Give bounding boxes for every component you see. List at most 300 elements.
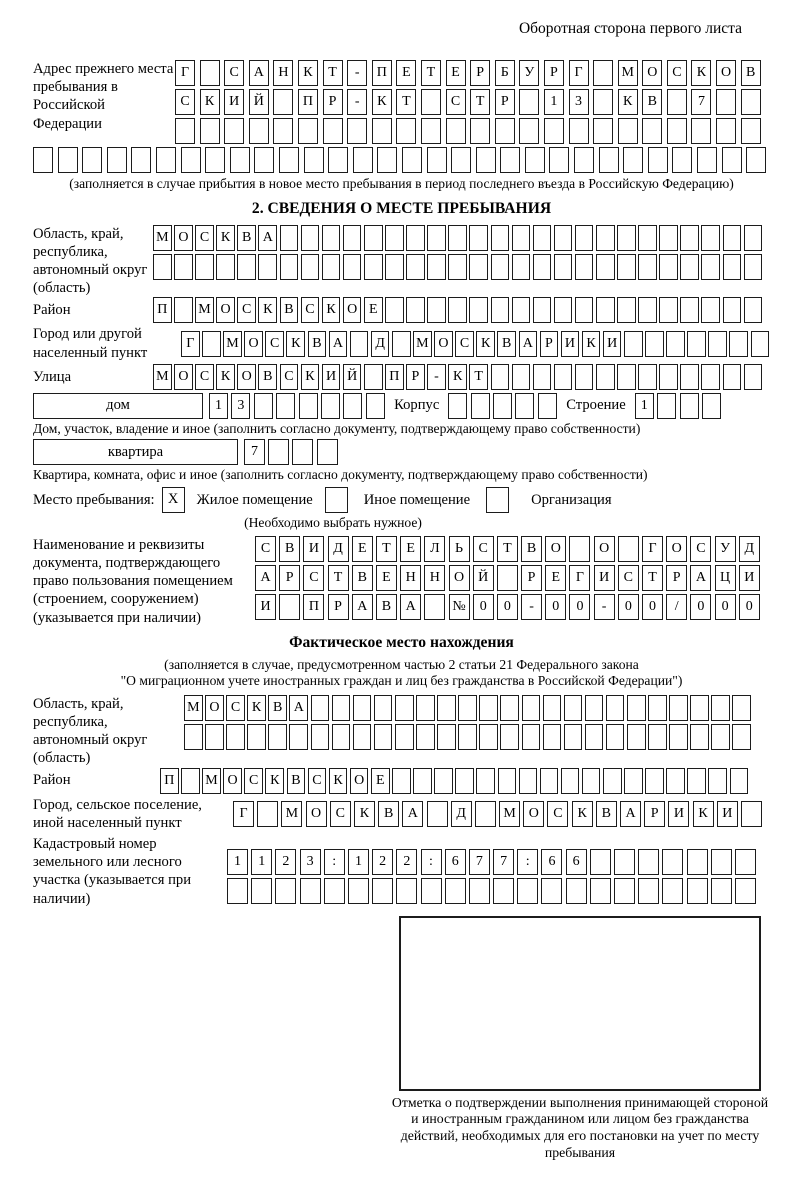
char-cell[interactable]: С — [175, 89, 195, 115]
char-cell[interactable]: 2 — [372, 849, 393, 875]
char-cell[interactable]: А — [620, 801, 641, 827]
char-cell[interactable]: В — [287, 768, 306, 794]
char-cell[interactable]: 0 — [739, 594, 760, 620]
char-cell[interactable] — [575, 254, 594, 280]
char-cell[interactable] — [541, 878, 562, 904]
char-cell[interactable] — [332, 695, 351, 721]
char-cell[interactable]: 3 — [300, 849, 321, 875]
char-cell[interactable] — [279, 147, 299, 173]
char-cell[interactable] — [427, 147, 447, 173]
char-cell[interactable] — [701, 225, 720, 251]
checkbox-organizaciya[interactable] — [486, 487, 509, 513]
char-cell[interactable]: К — [448, 364, 467, 390]
char-cell[interactable] — [495, 118, 515, 144]
char-cell[interactable] — [697, 147, 717, 173]
char-cell[interactable] — [540, 768, 559, 794]
char-cell[interactable] — [617, 225, 636, 251]
char-cell[interactable] — [276, 393, 295, 419]
char-cell[interactable]: М — [499, 801, 520, 827]
char-cell[interactable]: Ь — [449, 536, 470, 562]
char-cell[interactable] — [469, 254, 488, 280]
char-cell[interactable] — [230, 147, 250, 173]
char-cell[interactable] — [247, 724, 266, 750]
char-cell[interactable]: А — [329, 331, 348, 357]
char-cell[interactable]: С — [455, 331, 474, 357]
char-cell[interactable]: В — [268, 695, 287, 721]
char-cell[interactable] — [395, 724, 414, 750]
char-cell[interactable] — [448, 297, 467, 323]
char-cell[interactable]: : — [421, 849, 442, 875]
char-cell[interactable] — [374, 695, 393, 721]
char-cell[interactable] — [723, 297, 742, 323]
char-cell[interactable]: К — [258, 297, 277, 323]
char-cell[interactable] — [741, 801, 762, 827]
char-cell[interactable] — [711, 878, 732, 904]
char-cell[interactable] — [298, 118, 318, 144]
char-cell[interactable]: - — [427, 364, 446, 390]
char-cell[interactable]: О — [205, 695, 224, 721]
char-cell[interactable]: К — [691, 60, 711, 86]
char-cell[interactable] — [691, 118, 711, 144]
char-cell[interactable]: К — [286, 331, 305, 357]
char-cell[interactable]: Г — [569, 565, 590, 591]
char-cell[interactable] — [402, 147, 422, 173]
char-cell[interactable]: О — [343, 297, 362, 323]
char-cell[interactable]: Т — [470, 89, 490, 115]
char-cell[interactable]: Г — [233, 801, 254, 827]
char-cell[interactable] — [311, 724, 330, 750]
char-cell[interactable] — [268, 724, 287, 750]
char-cell[interactable]: И — [255, 594, 276, 620]
char-cell[interactable] — [515, 393, 534, 419]
char-cell[interactable] — [455, 768, 474, 794]
char-cell[interactable]: 0 — [715, 594, 736, 620]
char-cell[interactable]: О — [306, 801, 327, 827]
char-cell[interactable] — [645, 331, 664, 357]
char-cell[interactable] — [205, 724, 224, 750]
char-cell[interactable]: М — [618, 60, 638, 86]
char-cell[interactable] — [585, 695, 604, 721]
char-cell[interactable] — [751, 331, 770, 357]
char-cell[interactable]: № — [449, 594, 470, 620]
char-cell[interactable] — [564, 724, 583, 750]
char-cell[interactable]: Т — [376, 536, 397, 562]
char-cell[interactable]: С — [473, 536, 494, 562]
char-cell[interactable] — [500, 695, 519, 721]
char-cell[interactable]: С — [308, 768, 327, 794]
char-cell[interactable] — [476, 147, 496, 173]
char-cell[interactable] — [701, 297, 720, 323]
char-cell[interactable]: Д — [739, 536, 760, 562]
char-cell[interactable]: В — [378, 801, 399, 827]
char-cell[interactable] — [254, 147, 274, 173]
char-cell[interactable]: И — [739, 565, 760, 591]
char-cell[interactable] — [353, 147, 373, 173]
char-cell[interactable] — [343, 225, 362, 251]
char-cell[interactable]: М — [281, 801, 302, 827]
char-cell[interactable] — [627, 695, 646, 721]
char-cell[interactable]: Е — [364, 297, 383, 323]
char-cell[interactable] — [648, 147, 668, 173]
char-cell[interactable]: 3 — [569, 89, 589, 115]
char-cell[interactable] — [617, 364, 636, 390]
char-cell[interactable] — [406, 225, 425, 251]
char-cell[interactable] — [596, 297, 615, 323]
char-cell[interactable] — [174, 297, 193, 323]
char-cell[interactable]: С — [195, 364, 214, 390]
char-cell[interactable] — [304, 147, 324, 173]
char-cell[interactable] — [657, 393, 676, 419]
char-cell[interactable] — [716, 118, 736, 144]
char-cell[interactable]: Й — [473, 565, 494, 591]
char-cell[interactable] — [648, 724, 667, 750]
char-cell[interactable]: 1 — [209, 393, 228, 419]
char-cell[interactable]: О — [174, 225, 193, 251]
char-cell[interactable] — [554, 364, 573, 390]
char-cell[interactable]: К — [572, 801, 593, 827]
char-cell[interactable]: С — [280, 364, 299, 390]
char-cell[interactable] — [533, 364, 552, 390]
char-cell[interactable]: А — [255, 565, 276, 591]
char-cell[interactable]: В — [497, 331, 516, 357]
char-cell[interactable] — [491, 364, 510, 390]
char-cell[interactable]: Т — [396, 89, 416, 115]
char-cell[interactable] — [184, 724, 203, 750]
char-cell[interactable] — [680, 364, 699, 390]
char-cell[interactable]: 7 — [244, 439, 265, 465]
char-cell[interactable] — [642, 118, 662, 144]
char-cell[interactable] — [175, 118, 195, 144]
char-cell[interactable]: К — [693, 801, 714, 827]
char-cell[interactable]: А — [400, 594, 421, 620]
char-cell[interactable]: В — [521, 536, 542, 562]
char-cell[interactable]: О — [223, 768, 242, 794]
char-cell[interactable] — [280, 225, 299, 251]
char-cell[interactable]: Ц — [715, 565, 736, 591]
char-cell[interactable]: Е — [396, 60, 416, 86]
char-cell[interactable] — [574, 147, 594, 173]
char-cell[interactable]: Г — [181, 331, 200, 357]
char-cell[interactable]: И — [561, 331, 580, 357]
char-cell[interactable] — [680, 393, 699, 419]
char-cell[interactable]: М — [153, 364, 172, 390]
char-cell[interactable] — [701, 254, 720, 280]
char-cell[interactable] — [406, 297, 425, 323]
char-cell[interactable] — [564, 695, 583, 721]
char-cell[interactable] — [554, 225, 573, 251]
char-cell[interactable]: 1 — [635, 393, 654, 419]
char-cell[interactable] — [711, 695, 730, 721]
char-cell[interactable] — [396, 878, 417, 904]
char-cell[interactable] — [575, 297, 594, 323]
char-cell[interactable]: И — [668, 801, 689, 827]
char-cell[interactable]: О — [237, 364, 256, 390]
char-cell[interactable] — [458, 724, 477, 750]
char-cell[interactable]: К — [372, 89, 392, 115]
char-cell[interactable]: Е — [371, 768, 390, 794]
char-cell[interactable] — [427, 297, 446, 323]
char-cell[interactable] — [500, 147, 520, 173]
char-cell[interactable]: С — [244, 768, 263, 794]
char-cell[interactable] — [254, 393, 273, 419]
char-cell[interactable] — [599, 147, 619, 173]
char-cell[interactable] — [744, 225, 763, 251]
char-cell[interactable]: М — [195, 297, 214, 323]
char-cell[interactable] — [279, 594, 300, 620]
char-cell[interactable] — [107, 147, 127, 173]
char-cell[interactable] — [416, 695, 435, 721]
char-cell[interactable] — [667, 89, 687, 115]
char-cell[interactable] — [512, 364, 531, 390]
char-cell[interactable]: С — [224, 60, 244, 86]
char-cell[interactable]: 2 — [275, 849, 296, 875]
char-cell[interactable] — [332, 724, 351, 750]
char-cell[interactable] — [469, 225, 488, 251]
char-cell[interactable] — [638, 364, 657, 390]
char-cell[interactable]: Д — [451, 801, 472, 827]
char-cell[interactable]: К — [200, 89, 220, 115]
char-cell[interactable]: К — [476, 331, 495, 357]
char-cell[interactable] — [347, 118, 367, 144]
char-cell[interactable]: Р — [328, 594, 349, 620]
char-cell[interactable]: А — [258, 225, 277, 251]
char-cell[interactable]: С — [255, 536, 276, 562]
char-cell[interactable]: Е — [352, 536, 373, 562]
char-cell[interactable]: Л — [424, 536, 445, 562]
char-cell[interactable]: С — [226, 695, 245, 721]
char-cell[interactable] — [687, 331, 706, 357]
char-cell[interactable]: Т — [323, 60, 343, 86]
char-cell[interactable] — [328, 147, 348, 173]
char-cell[interactable] — [273, 118, 293, 144]
char-cell[interactable]: Д — [328, 536, 349, 562]
char-cell[interactable]: Т — [642, 565, 663, 591]
char-cell[interactable] — [421, 89, 441, 115]
char-cell[interactable] — [364, 364, 383, 390]
char-cell[interactable]: К — [301, 364, 320, 390]
char-cell[interactable]: Е — [446, 60, 466, 86]
char-cell[interactable]: К — [265, 768, 284, 794]
char-cell[interactable] — [543, 724, 562, 750]
char-cell[interactable] — [544, 118, 564, 144]
char-cell[interactable] — [364, 254, 383, 280]
char-cell[interactable]: Т — [497, 536, 518, 562]
char-cell[interactable]: Т — [328, 565, 349, 591]
char-cell[interactable] — [533, 254, 552, 280]
char-cell[interactable] — [575, 364, 594, 390]
char-cell[interactable]: О — [594, 536, 615, 562]
char-cell[interactable] — [416, 724, 435, 750]
char-cell[interactable] — [596, 225, 615, 251]
char-cell[interactable] — [638, 254, 657, 280]
char-cell[interactable] — [593, 60, 613, 86]
char-cell[interactable] — [669, 724, 688, 750]
char-cell[interactable] — [554, 254, 573, 280]
char-cell[interactable] — [396, 118, 416, 144]
char-cell[interactable] — [153, 254, 172, 280]
char-cell[interactable] — [561, 768, 580, 794]
char-cell[interactable]: К — [216, 364, 235, 390]
char-cell[interactable]: В — [258, 364, 277, 390]
char-cell[interactable] — [434, 768, 453, 794]
char-cell[interactable]: К — [247, 695, 266, 721]
char-cell[interactable]: О — [716, 60, 736, 86]
char-cell[interactable]: 7 — [691, 89, 711, 115]
char-cell[interactable] — [372, 118, 392, 144]
char-cell[interactable] — [498, 768, 517, 794]
char-cell[interactable] — [638, 878, 659, 904]
char-cell[interactable] — [33, 147, 53, 173]
char-cell[interactable] — [437, 724, 456, 750]
char-cell[interactable] — [662, 878, 683, 904]
char-cell[interactable] — [385, 225, 404, 251]
char-cell[interactable] — [395, 695, 414, 721]
char-cell[interactable] — [662, 849, 683, 875]
char-cell[interactable] — [322, 225, 341, 251]
char-cell[interactable] — [519, 768, 538, 794]
char-cell[interactable] — [385, 297, 404, 323]
char-cell[interactable] — [58, 147, 78, 173]
char-cell[interactable] — [624, 331, 643, 357]
char-cell[interactable] — [723, 254, 742, 280]
char-cell[interactable] — [366, 393, 385, 419]
char-cell[interactable] — [618, 118, 638, 144]
char-cell[interactable] — [406, 254, 425, 280]
char-cell[interactable] — [323, 118, 343, 144]
char-cell[interactable]: С — [301, 297, 320, 323]
char-cell[interactable]: И — [717, 801, 738, 827]
char-cell[interactable] — [427, 225, 446, 251]
char-cell[interactable]: 0 — [473, 594, 494, 620]
char-cell[interactable] — [353, 695, 372, 721]
char-cell[interactable]: К — [298, 60, 318, 86]
char-cell[interactable] — [569, 118, 589, 144]
char-cell[interactable]: И — [603, 331, 622, 357]
char-cell[interactable]: И — [303, 536, 324, 562]
char-cell[interactable] — [374, 724, 393, 750]
char-cell[interactable]: 0 — [690, 594, 711, 620]
char-cell[interactable]: К — [354, 801, 375, 827]
char-cell[interactable] — [131, 147, 151, 173]
char-cell[interactable] — [519, 118, 539, 144]
char-cell[interactable] — [702, 393, 721, 419]
char-cell[interactable] — [614, 849, 635, 875]
char-cell[interactable]: Р — [323, 89, 343, 115]
char-cell[interactable] — [566, 878, 587, 904]
char-cell[interactable]: Р — [644, 801, 665, 827]
char-cell[interactable]: В — [642, 89, 662, 115]
char-cell[interactable] — [569, 536, 590, 562]
char-cell[interactable] — [471, 393, 490, 419]
char-cell[interactable] — [596, 364, 615, 390]
char-cell[interactable] — [730, 768, 749, 794]
char-cell[interactable] — [392, 331, 411, 357]
char-cell[interactable] — [606, 724, 625, 750]
char-cell[interactable] — [350, 331, 369, 357]
char-cell[interactable]: 3 — [231, 393, 250, 419]
char-cell[interactable]: О — [666, 536, 687, 562]
char-cell[interactable] — [226, 724, 245, 750]
char-cell[interactable] — [732, 724, 751, 750]
char-cell[interactable] — [476, 768, 495, 794]
char-cell[interactable] — [666, 331, 685, 357]
char-cell[interactable] — [237, 254, 256, 280]
char-cell[interactable] — [470, 118, 490, 144]
char-cell[interactable]: - — [347, 60, 367, 86]
char-cell[interactable] — [251, 878, 272, 904]
char-cell[interactable] — [448, 225, 467, 251]
char-cell[interactable] — [659, 297, 678, 323]
char-cell[interactable] — [343, 254, 362, 280]
char-cell[interactable] — [392, 768, 411, 794]
char-cell[interactable]: Е — [545, 565, 566, 591]
char-cell[interactable]: 7 — [469, 849, 490, 875]
char-cell[interactable]: Н — [273, 60, 293, 86]
char-cell[interactable] — [479, 695, 498, 721]
char-cell[interactable]: А — [690, 565, 711, 591]
char-cell[interactable] — [300, 878, 321, 904]
char-cell[interactable]: М — [202, 768, 221, 794]
char-cell[interactable] — [522, 695, 541, 721]
char-cell[interactable] — [638, 849, 659, 875]
char-cell[interactable] — [301, 225, 320, 251]
char-cell[interactable]: К — [216, 225, 235, 251]
char-cell[interactable]: 6 — [541, 849, 562, 875]
char-cell[interactable]: О — [244, 331, 263, 357]
char-cell[interactable] — [322, 254, 341, 280]
char-cell[interactable] — [181, 147, 201, 173]
char-cell[interactable] — [519, 89, 539, 115]
char-cell[interactable] — [735, 878, 756, 904]
char-cell[interactable] — [289, 724, 308, 750]
char-cell[interactable] — [364, 225, 383, 251]
char-cell[interactable]: М — [153, 225, 172, 251]
char-cell[interactable]: О — [449, 565, 470, 591]
char-cell[interactable] — [458, 695, 477, 721]
char-cell[interactable] — [741, 118, 761, 144]
char-cell[interactable] — [174, 254, 193, 280]
char-cell[interactable] — [538, 393, 557, 419]
char-cell[interactable]: Г — [642, 536, 663, 562]
char-cell[interactable]: Й — [249, 89, 269, 115]
char-cell[interactable]: С — [690, 536, 711, 562]
char-cell[interactable] — [493, 393, 512, 419]
char-cell[interactable]: О — [350, 768, 369, 794]
char-cell[interactable] — [708, 331, 727, 357]
char-cell[interactable] — [735, 849, 756, 875]
char-cell[interactable] — [614, 878, 635, 904]
char-cell[interactable]: И — [322, 364, 341, 390]
char-cell[interactable] — [741, 89, 761, 115]
char-cell[interactable] — [711, 724, 730, 750]
char-cell[interactable] — [475, 801, 496, 827]
char-cell[interactable] — [301, 254, 320, 280]
char-cell[interactable]: 0 — [497, 594, 518, 620]
char-cell[interactable] — [659, 364, 678, 390]
char-cell[interactable] — [590, 878, 611, 904]
char-cell[interactable] — [648, 695, 667, 721]
char-cell[interactable] — [491, 254, 510, 280]
char-cell[interactable] — [257, 801, 278, 827]
char-cell[interactable]: Т — [421, 60, 441, 86]
char-cell[interactable]: М — [223, 331, 242, 357]
char-cell[interactable] — [690, 695, 709, 721]
char-cell[interactable]: У — [715, 536, 736, 562]
char-cell[interactable]: Р — [540, 331, 559, 357]
char-cell[interactable] — [321, 393, 340, 419]
char-cell[interactable]: К — [322, 297, 341, 323]
char-cell[interactable]: / — [666, 594, 687, 620]
